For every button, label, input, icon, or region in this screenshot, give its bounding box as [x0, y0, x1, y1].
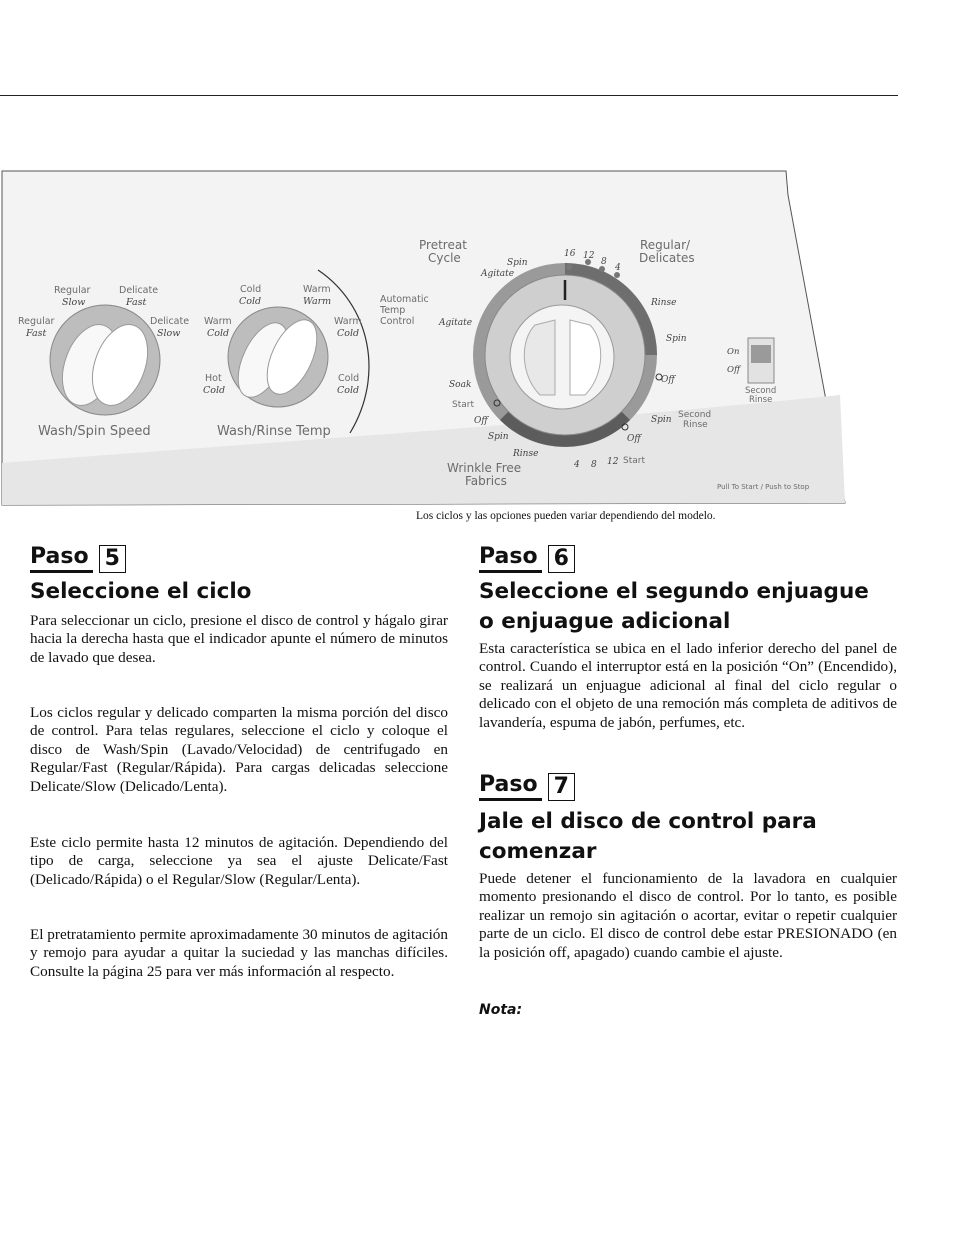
second-rinse-switch [748, 338, 774, 383]
pretreat-agitate-2: Agitate [439, 318, 473, 328]
wrinkle-4: 4 [574, 460, 580, 470]
switch-label-1: Second [745, 386, 777, 396]
ws-opt3-b: Fast [126, 297, 147, 308]
wr-opt3-b: Cold [239, 296, 262, 307]
step5-badge [30, 541, 126, 573]
second-rinse-1: Second [678, 410, 712, 420]
step6-word: Paso [479, 544, 542, 573]
switch-off: Off [727, 365, 740, 375]
wr-opt4-a: Warm [303, 284, 331, 295]
soak-label: Soak [449, 380, 472, 390]
pull-note: Pull To Start / Push to Stop [717, 483, 810, 491]
off-label-1: Off [474, 416, 488, 426]
step7-number: 7 [548, 773, 575, 801]
wrinkle-rinse: Rinse [513, 449, 539, 459]
step7-badge [479, 769, 575, 801]
wash-rinse-knob [228, 307, 328, 407]
min-8: 8 [601, 257, 607, 267]
step5-para-3: Este ciclo permite hasta 12 minutos de agitación. Dependiendo del tipo de carga, seleccione ya sea el ajuste Delicate/Fast (Delicado/Rápida) o el Regular/Slow (Regular/Lenta). [30, 834, 448, 888]
wrinkle-12: 12 [607, 457, 619, 467]
wr-opt2-a: Warm [204, 316, 232, 327]
wr-opt1-a: Hot [205, 373, 222, 384]
wash-rinse-label: Wash/Rinse Temp [217, 424, 331, 439]
wash-spin-knob [50, 305, 160, 415]
reg-rinse: Rinse [651, 298, 677, 308]
pretreat-agitate: Agitate [481, 269, 515, 279]
regular-2: Delicates [639, 251, 695, 265]
pretreat-1: Pretreat [419, 238, 467, 252]
step7-para-1: Puede detener el funcionamiento de la lavadora en cualquier momento presionando el disco de control. Por lo tanto, es posible realizar un remojo sin agitación o acortar, evitar o repetir cualquier parte de un ciclo. El disco de control debe estar PRESIONADO (en la posición off, apagado) cuando cambie el ajuste. [479, 870, 897, 961]
wr-opt3-a: Cold [240, 284, 262, 295]
step5-para-1: Para seleccionar un ciclo, presione el disco de control y hágalo girar hacia la derecha hasta que el indicador apunte el número de minutos de lavado que desea. [30, 612, 448, 666]
step5-para-2: Los ciclos regular y delicado comparten la misma porción del disco de control. Para telas regulares, seleccione el ciclo y coloque el disco de Wash/Spin (Lavado/Velocidad) de centrifugado en Regular/Fast (Regular/Rápida). Para cargas delicadas seleccione Delicate/Slow (Delicado/Lenta). [30, 704, 448, 795]
wr-opt2-b: Cold [207, 328, 230, 339]
wr-opt5-a: Warm [334, 316, 362, 327]
step5-number: 5 [99, 545, 126, 573]
wrinkle-1: Wrinkle Free [447, 461, 522, 475]
regular-1: Regular/ [640, 238, 691, 252]
panel-caption: Los ciclos y las opciones pueden variar dependiendo del modelo. [416, 510, 716, 522]
start-label-1: Start [452, 400, 474, 410]
pretreat-spin: Spin [507, 258, 528, 268]
step7-nota: Nota: [479, 1002, 523, 1018]
ws-opt2-b: Slow [62, 297, 86, 308]
ws-opt4-b: Slow [157, 328, 181, 339]
step5-word: Paso [30, 544, 93, 573]
step5-title: Seleccione el ciclo [30, 579, 252, 604]
min-12: 12 [583, 251, 595, 261]
min-4: 4 [615, 263, 621, 273]
step7-title-2: comenzar [479, 839, 597, 864]
off-label-2: Off [627, 434, 641, 444]
wrinkle-spin: Spin [488, 432, 509, 442]
wrinkle-8: 8 [591, 460, 597, 470]
reg-spin-2: Spin [651, 415, 672, 425]
wash-spin-label: Wash/Spin Speed [38, 424, 151, 439]
wrinkle-2: Fabrics [465, 474, 507, 488]
auto-temp-3: Control [380, 316, 415, 327]
step6-number: 6 [548, 545, 575, 573]
wr-opt4-b: Warm [303, 296, 332, 307]
step6-badge [479, 541, 575, 573]
start-label-2: Start [623, 456, 645, 466]
auto-temp-2: Temp [380, 305, 406, 316]
cycle-dial [473, 263, 657, 447]
step5-para-4: El pretratamiento permite aproximadamente 30 minutos de agitación y remojo para ayudar a quitar la suciedad y las manchas difíciles. Consulte la página 25 para ver más información al respecto. [30, 926, 448, 980]
top-rule [0, 95, 898, 96]
wr-opt6-b: Cold [337, 385, 360, 396]
ws-opt3-a: Delicate [119, 285, 159, 296]
step6-title-2: o enjuague adicional [479, 609, 731, 634]
step6-title-1: Seleccione el segundo enjuague [479, 579, 869, 604]
step7-title-1: Jale el disco de control para [479, 809, 817, 834]
min-16: 16 [564, 249, 576, 259]
step6-para-1: Esta característica se ubica en el lado inferior derecho del panel de control. Cuando el interruptor está en la posición “On” (Encendido), se realizará un enjuague adicional al final del ciclo regular o delicado con el objeto de una remoción más completa de aditivos de lavandería, espuma de jabón, perfumes, etc. [479, 640, 897, 731]
ws-opt1-b: Fast [26, 328, 47, 339]
wr-opt5-b: Cold [337, 328, 360, 339]
ws-opt4-a: Delicate [150, 316, 190, 327]
switch-on: On [727, 347, 740, 357]
switch-label-2: Rinse [749, 395, 773, 405]
ws-opt2-a: Regular [54, 285, 91, 296]
off-label-3: Off [661, 375, 675, 385]
step7-word: Paso [479, 772, 542, 801]
auto-temp-1: Automatic [380, 294, 429, 305]
ws-opt1-a: Regular [18, 316, 55, 327]
control-panel-illustration [0, 165, 860, 510]
wr-opt6-a: Cold [338, 373, 360, 384]
reg-spin: Spin [666, 334, 687, 344]
pretreat-2: Cycle [428, 251, 461, 265]
wr-opt1-b: Cold [203, 385, 226, 396]
second-rinse-2: Rinse [683, 420, 708, 430]
